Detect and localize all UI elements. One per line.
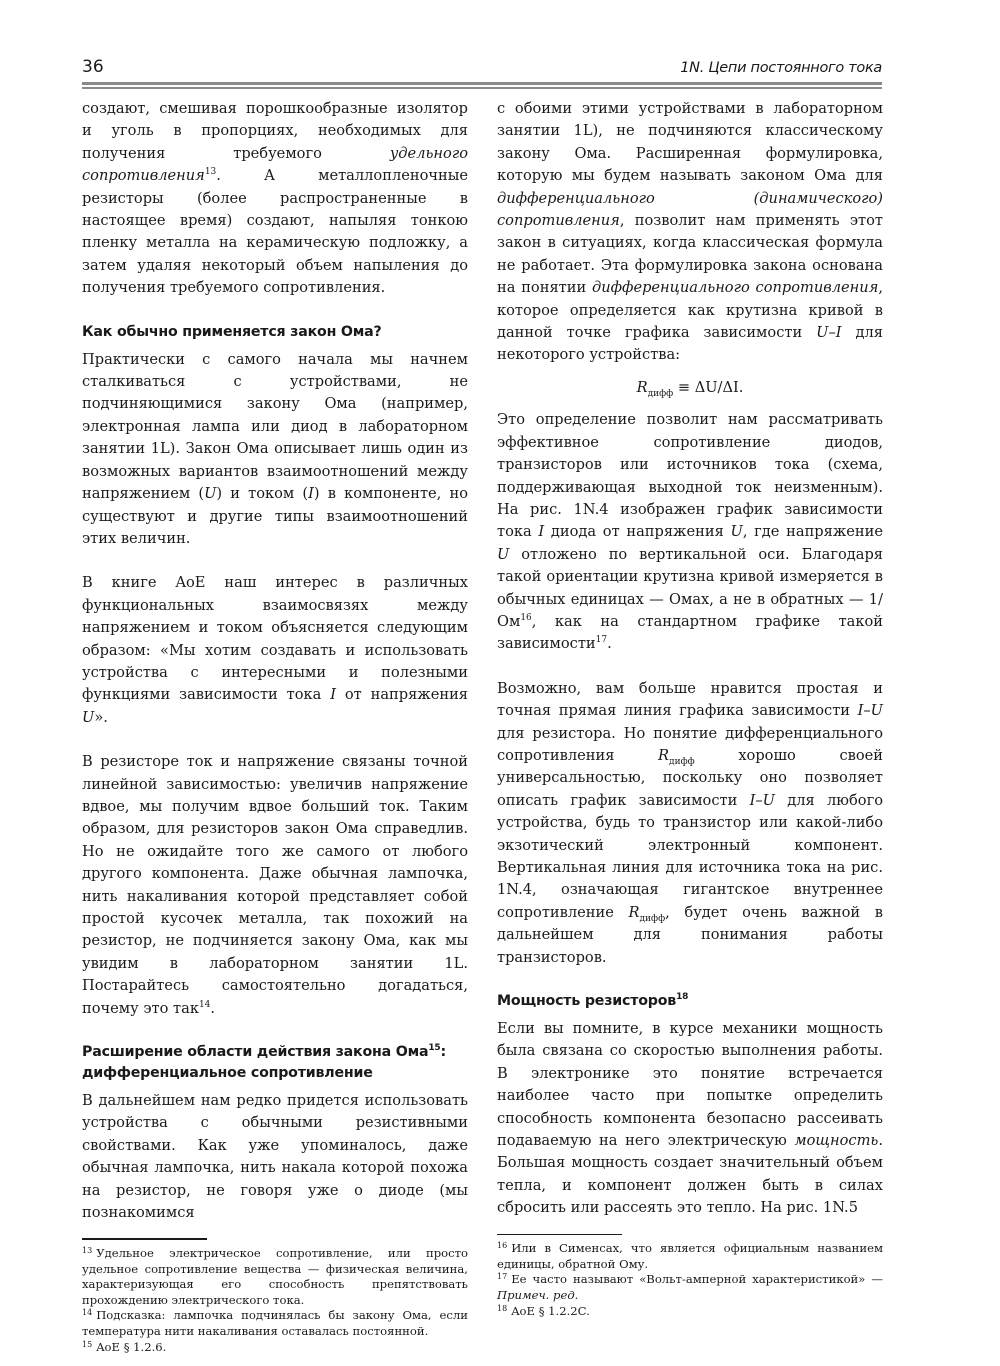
page-number: 36 (82, 57, 104, 77)
header-rule-thin (82, 87, 882, 89)
footnotes (497, 1241, 883, 1319)
footnote: $^{13}$ Удельное электрическое сопротивление, или просто удельное сопротивление вещества — физическая величина, характеризующая его способность препятствовать прохождению электрического тока. (82, 1245, 468, 1307)
paragraph: В дальнейшем нам редко придется использовать устройства с обычными резистивными свойствами. Как уже упоминалось, даже обычная лампочка, нить накала которой похожа на резистор, не говоря уже о диоде (мы познакомимся (82, 1092, 468, 1222)
paragraph: В книге AoE наш интерес в различных функциональных взаимосвязях между напряжением и током объясняется следующим образом: «Мы хотим создавать и использовать устройства с интересными и полезными функциями зависимости тока I от напряжения U». (82, 574, 469, 726)
footnote: $^{15}$ AoE § 1.2.6. (82, 1339, 167, 1354)
paragraph: Возможно, вам больше нравится простая и точная прямая линия графика зависимости I–U для резистора. Но понятие дифференциального сопротивления $R_{дифф}$ хорошо своей универсальностью, поскольку оно позволяет описать график зависимости I–U для любого устройства, будь то транзистор или какой-либо экзотический электронный компонент. Вертикальная линия для источника тока на рис. 1N.4, означающая гигантское внутреннее сопротивление $R_{дифф}$, будет очень важной в дальнейшем для понимания работы транзисторов. (497, 679, 883, 966)
section-heading: Расширение области действия закона Ома$^{15}$: дифференциальное сопротивление (82, 1043, 446, 1082)
footnote-separator (497, 1234, 622, 1236)
footnote: $^{18}$ AoE § 1.2.2C. (497, 1303, 590, 1318)
paragraph: Практически с самого начала мы начнем сталкиваться с устройствами, не подчиняющимися закону Ома (например, электронная лампа или диод в лабораторном занятии 1L). Закон Ома описывает лишь один из возможных вариантов взаимоотношений между напряжением (U) и током (I) в компоненте, но существуют и другие типы взаимоотношений этих величин. (82, 350, 468, 547)
paragraph: Это определение позволит нам рассматривать эффективное сопротивление диодов, транзисторов или источников тока (схема, поддерживающая выходной ток неизменным). На рис. 1N.4 изображен график зависимости тока I диода от напряжения U, где напряжение U отложено по вертикальной оси. Благодаря такой ориентации крутизна кривой измеряется в обычных единицах — Омах, а не в обратных — $1/Ом^{16}$, как на стандартном графике такой зависимости$^{17}$. (497, 411, 883, 653)
footnote-ref[interactable]: 14 (198, 999, 211, 1010)
footnote: $^{17}$ Ее часто называют «Вольт-амперной характеристикой» — Примеч. ред. (497, 1272, 883, 1302)
formula-differential-resistance: $R_{дифф} \equiv \Delta U/\Delta I$. (636, 378, 744, 399)
section-heading: Как обычно применяется закон Ома? (82, 323, 382, 340)
footnote: $^{16}$ Или в Сименсах, что является официальным названием единицы, обратной Ому. (497, 1241, 883, 1271)
left-column (82, 98, 468, 1355)
footnote-ref[interactable]: 15 (428, 1043, 441, 1054)
footnote: $^{14}$ Подсказка: лампочка подчинялась бы закону Ома, если температура нити накаливания оставалась постоянной. (82, 1308, 468, 1338)
footnote-ref[interactable]: 18 (676, 992, 689, 1003)
emphasis: удельного сопротивления (82, 144, 468, 185)
footnote-ref[interactable]: 17 (595, 635, 608, 646)
header-rule-thick (82, 82, 882, 85)
right-column (497, 98, 883, 1319)
footnote-ref[interactable]: 16 (520, 612, 532, 623)
footnotes (82, 1246, 468, 1355)
page-header (82, 56, 882, 90)
footnote-separator (82, 1238, 207, 1240)
paragraph: создают, смешивая порошкообразные изолятор и уголь в пропорциях, необходимых для получения требуемого удельного сопротивления$^{13}$. А металлопленочные резисторы (более распространенные в настоящее время) создают, напыляя тонкою пленку металла на керамическую подложку, а затем удаляя некоторый объем напыления до получения требуемого сопротивления. (82, 100, 468, 297)
running-title: 1N. Цепи постоянного тока (680, 60, 882, 76)
paragraph: В резисторе ток и напряжение связаны точной линейной зависимостью: увеличив напряжение вдвое, мы получим вдвое больший ток. Таким образом, для резисторов закон Ома справедлив. Но не ожидайте того же самого от любого другого компонента. Даже обычная лампочка, нить накаливания которой представляет собой простой кусочек металла, так похожий на резистор, не подчиняется закону Ома, как мы увидим в лабораторном занятии 1L. Постарайтесь самостоятельно догадаться, почему это так$^{14}$. (82, 753, 468, 1017)
footnote-ref[interactable]: 13 (204, 167, 217, 178)
paragraph: с обоими этими устройствами в лабораторном занятии 1L), не подчиняются классическому закону Ома. Расширенная формулировка, которую мы будем называть законом Ома для дифференциального (динамического) сопротивления, позволит нам применять этот закон в ситуациях, когда классическая формула не работает. Эта формулировка закона основана на понятии дифференциального сопротивления, которое определяется как крутизна кривой в данной точке графика зависимости U–I для некоторого устройства: (497, 100, 884, 364)
paragraph: Если вы помните, в курсе механики мощность была связана со скоростью выполнения работы. В электронике это понятие встречается наиболее часто при попытке определить способность компонента безопасно рассеивать подаваемую на него электрическую мощность. Большая мощность создает значительный объем тепла, и компонент должен быть в силах сбросить или рассеять это тепло. На рис. 1N.5 (497, 1020, 883, 1217)
section-heading: Мощность резисторов$^{18}$ (497, 992, 689, 1010)
